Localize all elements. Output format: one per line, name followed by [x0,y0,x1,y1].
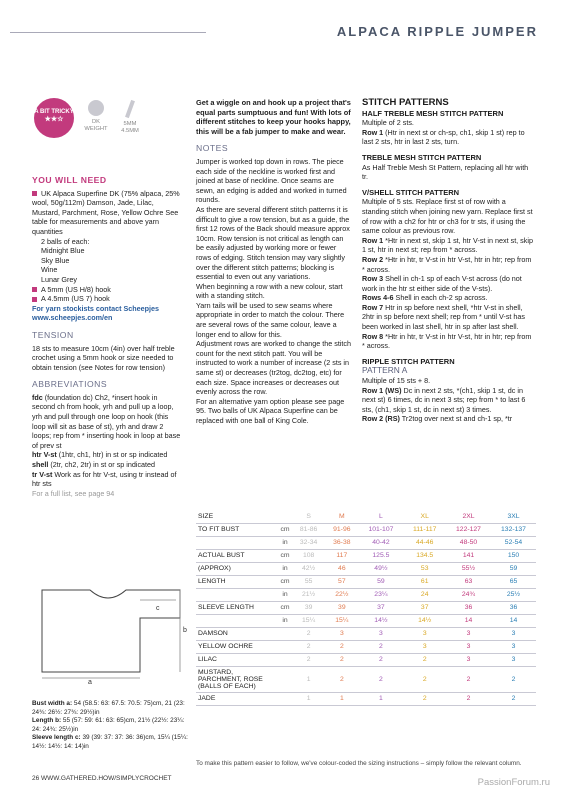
table-row: LENGTH cm 55 57 59 61 63 65 [196,575,536,588]
table-row: ACTUAL BUST cm 108 117 125.5 134.5 141 150 [196,549,536,562]
abbr-fdc: fdc (foundation dc) Ch2, *insert hook in second ch from hook, yrh and pull up a loop, yrh and pull through one loop on hook (this loop will sit as base of st), yrh and draw 2 loops; rep from * inserting hook in loop at base of prev st [32,392,181,450]
tr-mesh-text: As Half Treble Mesh St Pattern, replacing all htr with tr. [362,162,529,182]
htr-mesh-multiple: Multiple of 2 sts. [362,118,414,128]
table-row: (APPROX) in 42½ 46 49½ 53 55½ 59 [196,562,536,575]
dimension-a: a [88,679,92,685]
notes-p6: For an alternative yarn option please see page 95. Two balls of UK Alpaca Superfine can be replaced with one ball of King Cole. [196,396,345,425]
middle-column [196,98,351,426]
stockists-url[interactable]: www.scheepjes.com/en [32,313,113,323]
vshell-row8: Row 8 *Htr in htr, tr V-st in htr V-st, htr in htr; rep from * across. [362,331,532,351]
ripple-multiple: Multiple of 15 sts + 8. [362,376,431,386]
watermark: PassionForum.ru [477,777,550,788]
table-row: TO FIT BUST cm 81-86 91-96 101-107 111-117 122-127 132-137 [196,523,536,536]
weight-label: DK WEIGHT [84,119,108,132]
table-note: To make this pattern easier to follow, we've colour-coded the sizing instructions – simply follow the relevant column. [196,760,522,767]
sleeve-length: Sleeve length c: 39 (39: 37: 37: 36: 36)cm, 15¼ (15¼: 14½: 14½: 14: 14)in [32,734,188,750]
need-heading: YOU WILL NEED [32,175,107,185]
size-table [196,510,536,706]
vshell-row3: Row 3 Shell in ch-1 sp of each V-st across (do not work in the htr st either side of the V-sts). [362,274,522,293]
size-header-row: SIZE S M L XL 2XL 3XL [196,510,536,523]
hook-label: 5MM 4.5MM [121,121,139,134]
intro: Get a wiggle on and hook up a project that's equal parts sumptuous and fun! With lots of different stitches to keep your hooks happy, this will be a fab jumper to make and wear. [196,98,351,136]
table-row: in 32-34 36-38 40-42 44-46 48-50 52-54 [196,536,536,549]
table-row: LILAC 2 2 2 2 3 3 [196,653,536,666]
abbr-full: For a full list, see page 94 [32,488,115,498]
need-hook-2: A 4.5mm (US 7) hook [32,294,182,304]
htr-mesh-heading: HALF TREBLE MESH STITCH PATTERN [362,108,504,118]
ripple-row1: Row 1 (WS) Dc in next 2 sts, *(ch1, skip 1 st, dc in next st) 6 times, dc in next 3 sts; rep from * to last 6 sts, (ch1, skip 1 st, dc in next st) 3 times. [362,385,526,414]
vshell-heading: V/SHELL STITCH PATTERN [362,187,460,197]
need-yarn: UK Alpaca Superfine DK (75% alpaca, 25% wool, 50g/112m) Damson, Jade, Lilac, Mustard, Parchment, Rose, Yellow Ochre See table for measurements and above yarn quantities [32,188,180,236]
table-row: MUSTARD, PARCHMENT, ROSE (BALLS OF EACH) 1 2 2 2 2 2 [196,666,536,692]
abbr-shell: shell (2tr, ch2, 2tr) in st or sp indicated [32,460,156,470]
difficulty-stars: ★★☆ [44,116,64,123]
need-balls: 2 balls of each: [41,236,90,246]
table-row: SLEEVE LENGTH cm 39 39 37 37 36 36 [196,601,536,614]
bust-width: Bust width a: 54 (58.5: 63: 67.5: 70.5: 75)cm, 21 (23: 24¾: 26½: 27¾: 29½)in [32,700,185,716]
table-row: JADE 1 1 1 2 2 2 [196,692,536,705]
vshell-text: Multiple of 5 sts. Replace first st of row with a standing stitch when joining new yarn. Replace first st of row with a ch2 for htr or ch3 for tr sts, if using the same colour as previous row. [362,197,533,236]
vshell-row2: Row 2 *Htr in htr, tr V-st in htr V-st, htr in htr; rep from * across. [362,254,532,274]
abbr-htr: htr V-st (1htr, ch1, htr) in st or sp indicated [32,450,168,460]
tension-text: 18 sts to measure 10cm (4in) over half treble crochet using a 5mm hook or size needed to obtain tension (see Notes for row tension) [32,343,175,372]
table-row: DAMSON 2 3 3 3 3 3 [196,627,536,640]
dimension-c: c [156,605,160,612]
htr-mesh-row1: Row 1 (Htr in next st or ch-sp, ch1, skip 1 st) rep to last 2 sts, htr in last 2 sts, turn. [362,127,525,147]
header-rule [10,32,206,33]
difficulty-label: A BIT TRICKY [34,109,74,115]
ripple-heading: RIPPLE STITCH PATTERN [362,356,455,366]
page-footer: 26 WWW.GATHERED.HOW/SIMPLYCROCHET [32,775,172,782]
vshell-row7: Row 7 Htr in sp before next shell, *htr V-st in shell, 2htr in sp before next shell; rep from * until V-st has been worked in last shell, htr in sp after last shell. [362,302,525,332]
dimension-b: b [183,627,187,634]
notes-heading: NOTES [196,143,229,154]
need-hook-1: A 5mm (US H/8) hook [32,285,182,295]
vshell-row4: Rows 4-6 Shell in each ch-2 sp across. [362,293,488,303]
table-row: in 15¼ 15¼ 14½ 14½ 14 14 [196,614,536,627]
jumper-schematic [30,580,190,685]
page-header [0,22,566,42]
need-colours: Midnight Blue Sky Blue Wine Lunar Grey [41,246,85,284]
ripple-row2: Row 2 (RS) Tr2tog over next st and ch-1 sp, *tr [362,414,513,424]
page-title: ALPACA RIPPLE JUMPER [336,24,538,39]
measurements [32,700,192,752]
weight-stat [82,100,110,133]
abbr-heading: ABBREVIATIONS [32,379,108,390]
table-row: YELLOW OCHRE 2 2 2 3 3 3 [196,640,536,653]
length: Length b: 55 (57: 59: 61: 63: 65)cm, 21½ (22½: 23¼: 24: 24¾: 25½)in [32,717,185,733]
notes-p4: Yarn tails will be used to sew seams where appropriate in order to match the colour. There are several rows of the same colour, leave a longer end to allow for this. [196,300,345,339]
vshell-row1: Row 1 *Htr in next st, skip 1 st, htr V-st in next st, skip 1 st, htr in next st; rep from * across. [362,235,533,255]
hook-stat [116,100,144,135]
notes-p5: Adjustment rows are worked to change the stitch count for the next stitch patt. You will be instructed to work a number of increase (2 sts in same st) or decreases (tr2tog, dc2tog, etc) for each size. Space increases or decreases out evenly across the row. [196,339,352,397]
left-column [32,170,182,498]
table-row: in 21½ 22½ 23¼ 24 24¾ 25½ [196,588,536,601]
jumper-outline [42,590,180,672]
difficulty-badge [34,98,74,138]
yarn-ball-icon [88,100,104,116]
tr-mesh-heading: TREBLE MESH STITCH PATTERN [362,152,482,162]
notes-p2: As there are several different stitch patterns it is difficult to give a row tension, but as a guide, the first 12 rows of the Back should measure approx 10cm. Row tension is not critical as length can be easily adjusted by working more or fewer rows of edging. Stitch tension may vary slightly over the different stitch patterns; blocking is essential to even out any variations. [196,204,350,282]
stockists: For yarn stockists contact Scheepjes [32,303,160,313]
right-column [362,98,534,424]
stitch-heading: STITCH PATTERNS [362,97,449,108]
hook-icon [125,100,135,118]
tension-heading: TENSION [32,329,74,340]
pattern-a-heading: PATTERN A [362,365,408,376]
abbr-trv: tr V-st Work as for htr V-st, using tr instead of htr sts [32,469,177,489]
notes-p3: When beginning a row with a new colour, start with a standing stitch. [196,281,343,301]
notes-p1: Jumper is worked top down in rows. The piece each side of the neckline is worked first and joined at base of neckline. Once seams are sewn, an edging is added and worked in turned rounds. [196,156,347,205]
